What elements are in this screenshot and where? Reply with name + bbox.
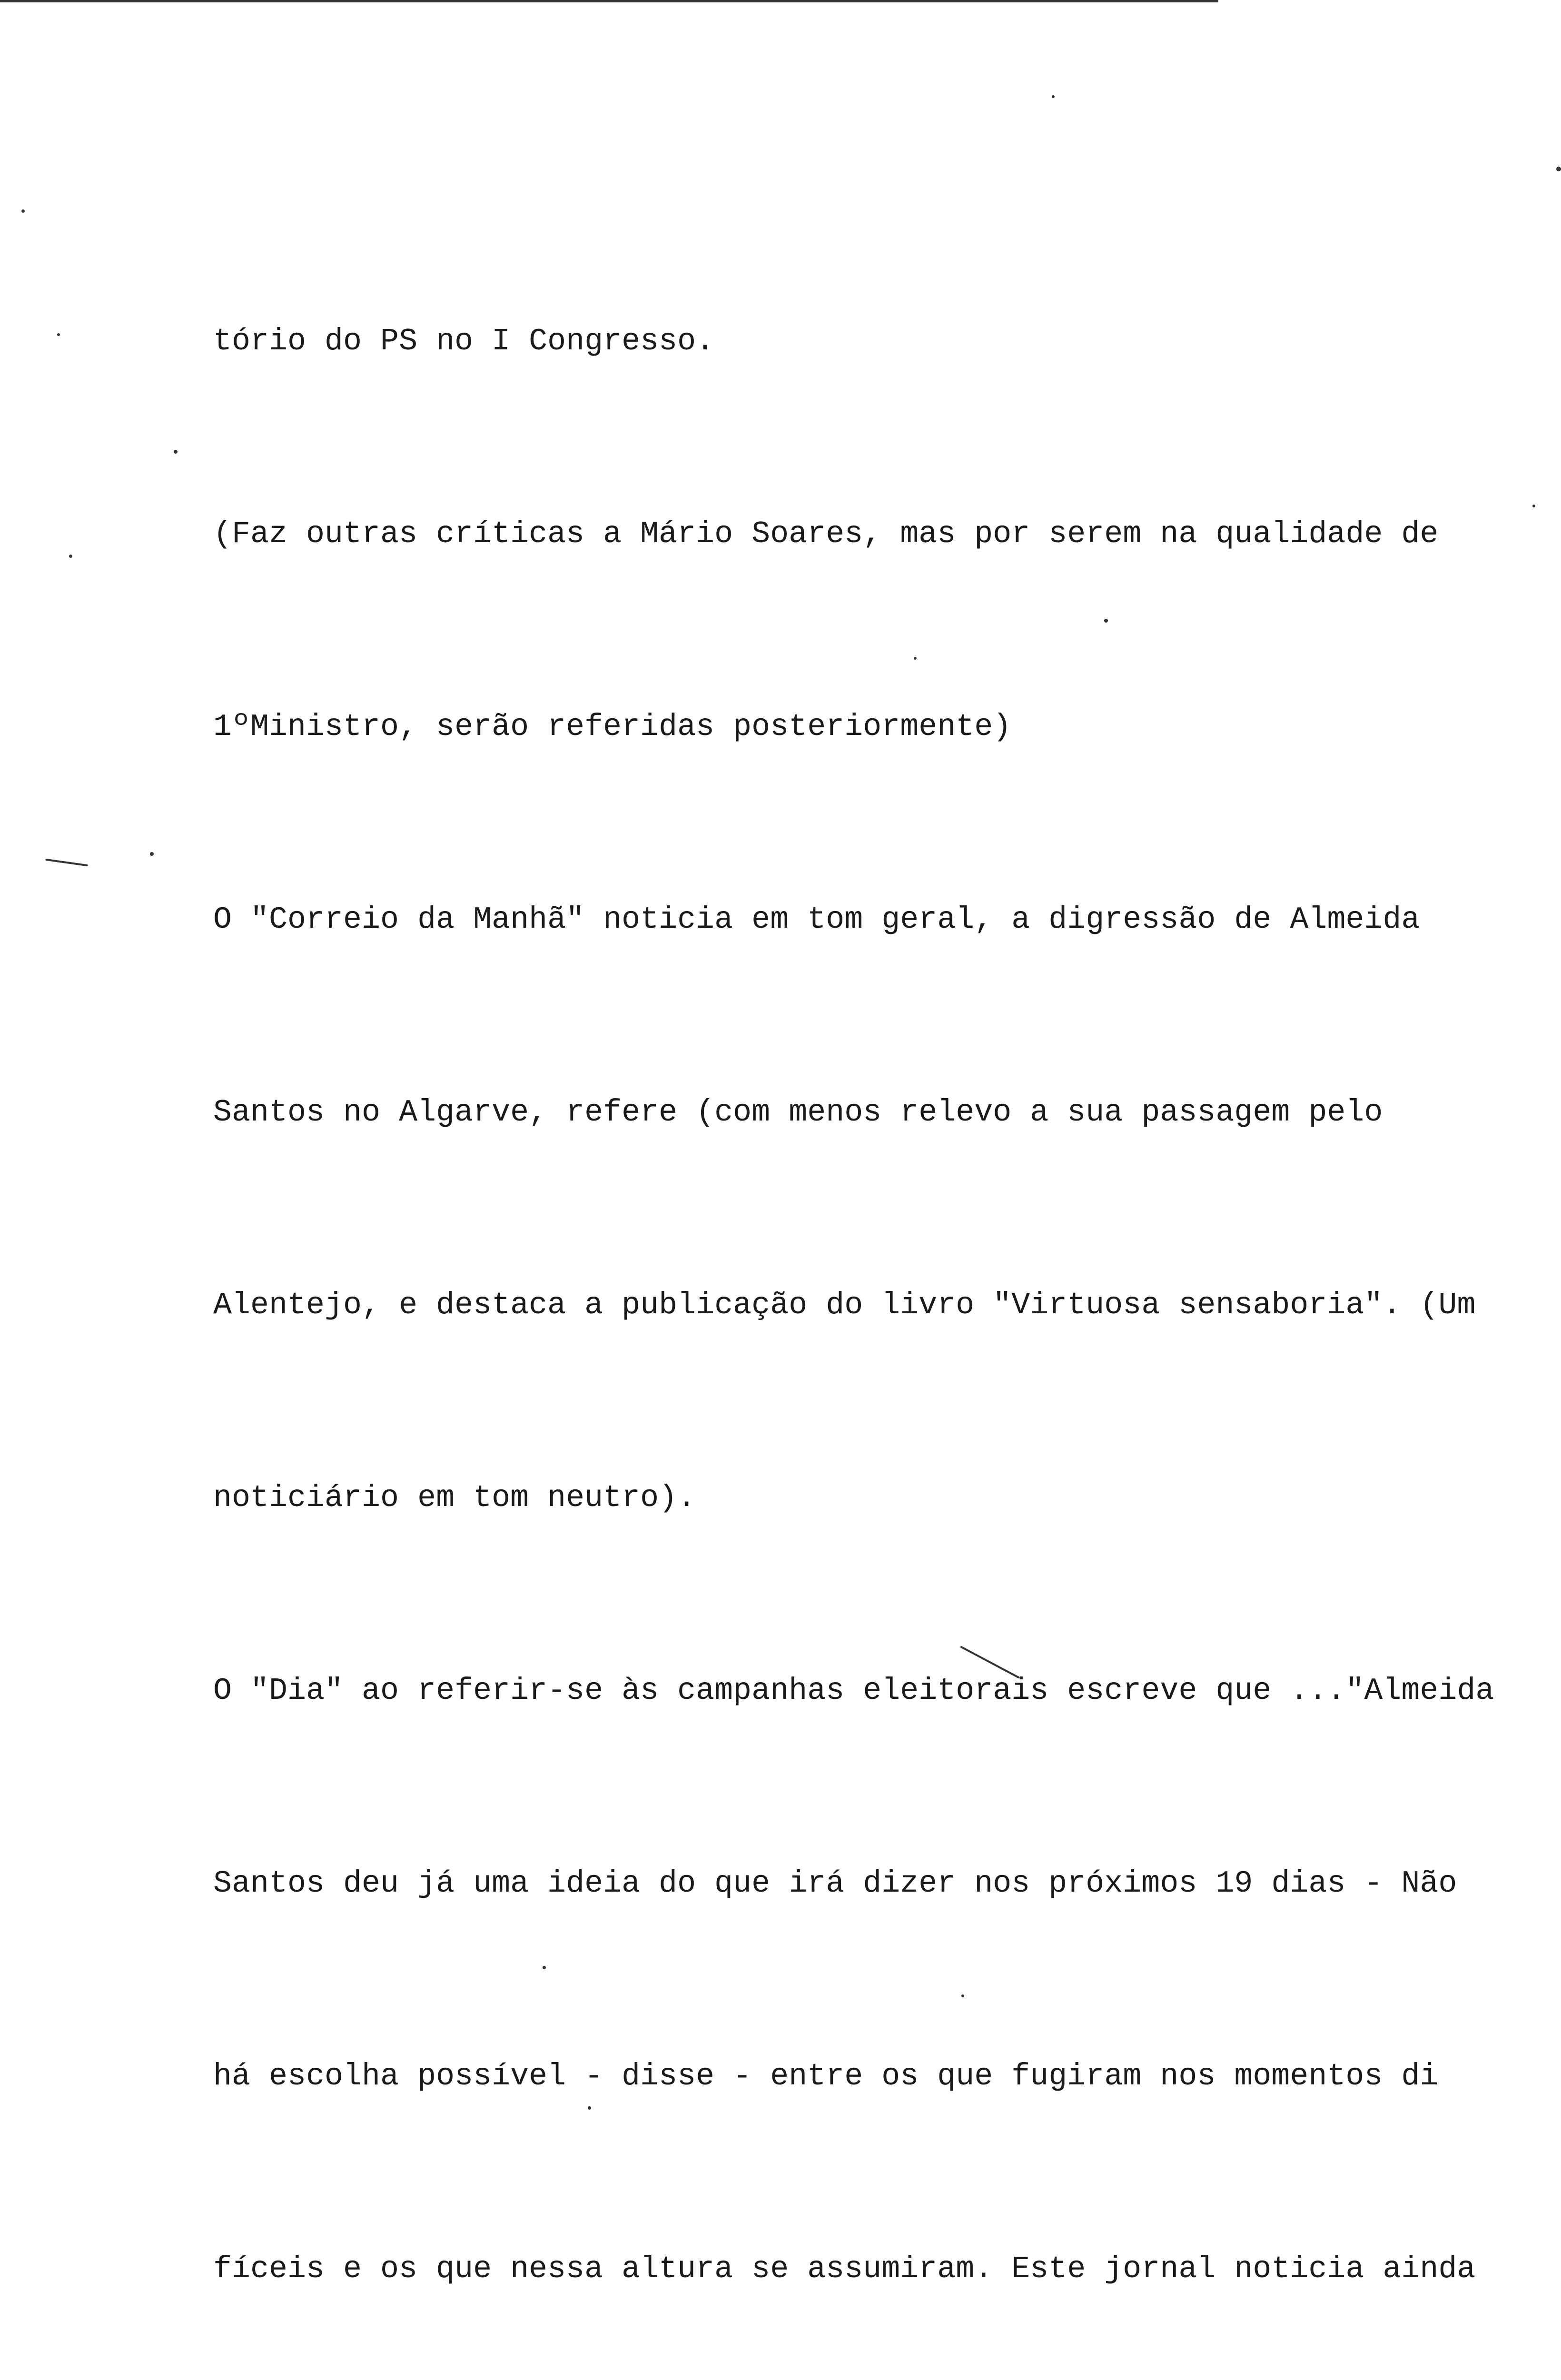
scan-speck	[150, 852, 154, 856]
scan-speck	[174, 450, 178, 454]
text-line: 1ºMinistro, serão referidas posteriormente)	[213, 709, 1012, 744]
scan-speck	[1556, 167, 1561, 171]
text-line: tório do PS no I Congresso.	[213, 324, 715, 359]
scan-speck	[21, 209, 25, 213]
scan-speck	[588, 2106, 591, 2110]
scan-mark	[45, 859, 88, 866]
scan-speck	[1052, 95, 1055, 98]
text-line: O "Correio da Manhã" noticia em tom geral, a digressão de Almeida	[213, 902, 1420, 937]
scan-speck	[57, 333, 60, 336]
text-line: há escolha possível - disse - entre os que fugiram nos momentos di	[213, 2059, 1439, 2094]
scan-speck	[914, 657, 917, 660]
scan-speck	[961, 1994, 964, 1997]
text-line: noticiário em tom neutro).	[213, 1480, 696, 1516]
text-line: Alentejo, e destaca a publicação do livro "Virtuosa sensaboria". (Um	[213, 1288, 1476, 1323]
text-line: O "Dia" ao referir-se às campanhas eleitorais escreve que ..."Almeida	[213, 1673, 1494, 1708]
scan-speck	[543, 1966, 546, 1969]
text-line: (Faz outras críticas a Mário Soares, mas por serem na qualidade de	[213, 516, 1439, 552]
top-border-line	[0, 0, 1218, 2]
scan-speck	[1532, 505, 1535, 507]
text-line: Santos deu já uma ideia do que irá dizer nos próximos 19 dias - Não	[213, 1866, 1457, 1901]
typed-text-body	[213, 181, 1560, 2380]
text-line: Santos no Algarve, refere (com menos relevo a sua passagem pelo	[213, 1095, 1383, 1130]
text-line: fíceis e os que nessa altura se assumiram. Este jornal noticia ainda	[213, 2251, 1476, 2287]
scan-speck	[1104, 619, 1108, 623]
scan-speck	[69, 555, 72, 558]
